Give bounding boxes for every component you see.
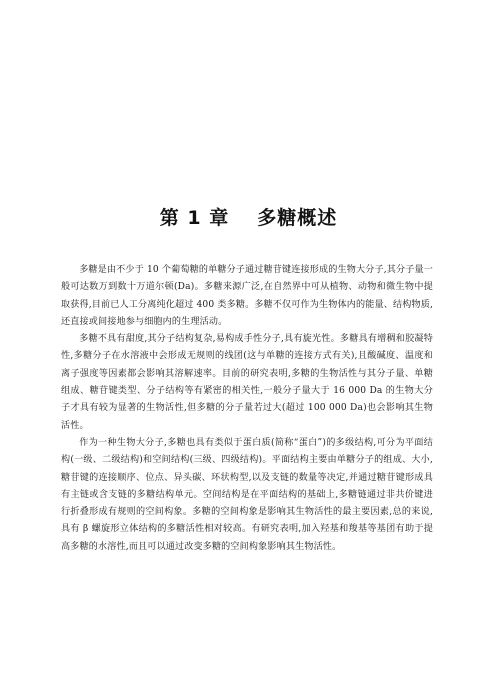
chapter-body — [61, 262, 433, 556]
paragraph-2: 多糖不具有甜度,其分子结构复杂,易构成手性分子,具有旋光性。多糖具有增稠和胶凝特性,多糖分子在水溶液中会形成无规则的线团(这与单糖的连接方式有关),且酸碱度、温度和离子强度等因素都会影响其溶解速率。目前的研究表明,多糖的生物活性与其分子量、单糖组成、糖苷键类型、分子结构等有紧密的相关性,一般分子量大于 16 000 Da 的生物大分子才具有较为显著的生物活性,但多糖的分子量若过大(超过 100 000 Da)也会影响其生物活性。 — [61, 334, 433, 431]
chapter-number: 第 1 章 — [159, 207, 230, 229]
chapter-heading — [0, 203, 497, 230]
paragraph-1: 多糖是由不少于 10 个葡萄糖的单糖分子通过糖苷键连接形成的生物大分子,其分子量一般可达数万到数十万道尔顿(Da)。多糖来源广泛,在自然界中可从植物、动物和微生物中提取获得,目前已人工分离纯化超过 400 类多糖。多糖不仅可作为生物体内的能量、结构物质,还直接或间接地参与细胞内的生理活动。 — [61, 265, 433, 327]
paragraph-3: 作为一种生物大分子,多糖也具有类似于蛋白质(简称“蛋白”)的多级结构,可分为平面结构(一级、二级结构)和空间结构(三级、四级结构)。平面结构主要由单糖分子的组成、大小,糖苷键的连接顺序、位点、异头碳、环状构型,以及支链的数量等决定,并通过糖苷键形成具有主链或含支链的多糖结构单元。空间结构是在平面结构的基础上,多糖链通过非共价键进行折叠形成有规则的空间构象。多糖的空间构象是影响其生物活性的最主要因素,总的来说,具有 β 螺旋形立体结构的多糖活性相对较高。有研究表明,加入羟基和羧基等基团有助于提高多糖的水溶性,而且可以通过改变多糖的空间构象影响其生物活性。 — [61, 437, 433, 552]
chapter-title: 多糖概述 — [257, 207, 338, 229]
